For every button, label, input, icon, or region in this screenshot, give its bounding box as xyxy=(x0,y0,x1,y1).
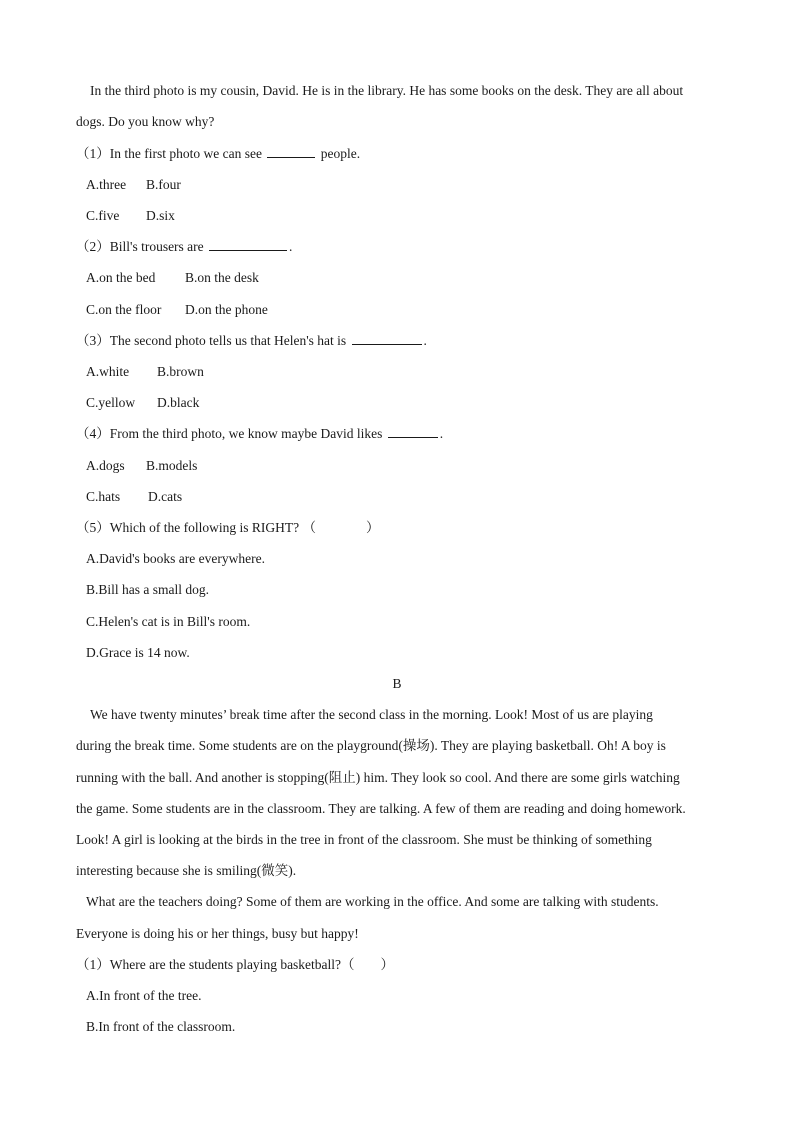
answer-blank xyxy=(209,238,287,251)
question-3-options-row xyxy=(86,394,199,412)
passage-b-line: What are the teachers doing? Some of them are working in the office. And some are talking with students. xyxy=(86,894,659,909)
question-4-options-row xyxy=(86,488,182,506)
option: D.cats xyxy=(148,489,183,504)
option: C.hats xyxy=(86,489,121,504)
passage-b-line: We have twenty minutes’ break time after the second class in the morning. Look! Most of us are playing xyxy=(90,707,653,722)
passage-b-line: interesting because she is smiling(微笑). xyxy=(76,863,297,878)
option: A.dogs xyxy=(86,458,125,473)
option: A.three xyxy=(86,177,127,192)
question-1-options-row xyxy=(86,207,175,225)
passage-b-line: the game. Some students are in the classroom. They are talking. A few of them are reading and doing homework. xyxy=(76,801,686,816)
answer-blank xyxy=(267,145,315,158)
passage-a-line: dogs. Do you know why? xyxy=(76,114,215,129)
question-2-stem: （2）Bill's trousers are . xyxy=(76,239,293,254)
answer-blank xyxy=(352,332,422,345)
answer-blank xyxy=(388,425,438,438)
option: B.four xyxy=(146,177,181,192)
option: B.on the desk xyxy=(185,270,259,285)
passage-a-line: In the third photo is my cousin, David. He is in the library. He has some books on the desk. They are all about xyxy=(90,83,684,98)
option: A.white xyxy=(86,364,130,379)
option: D.six xyxy=(146,208,175,223)
option: D.black xyxy=(157,395,200,410)
passage-b-line: Look! A girl is looking at the birds in the tree in front of the classroom. She must be thinking of something xyxy=(76,832,652,847)
passage-b-line: running with the ball. And another is stopping(阻止) him. They look so cool. And there are some girls watching xyxy=(76,770,680,785)
option: C.yellow xyxy=(86,395,136,410)
option: B.In front of the classroom. xyxy=(86,1019,236,1034)
question-5-stem: （5）Which of the following is RIGHT? （ ） xyxy=(76,520,380,535)
option: D.Grace is 14 now. xyxy=(86,645,190,660)
option: C.Helen's cat is in Bill's room. xyxy=(86,614,251,629)
option: A.David's books are everywhere. xyxy=(86,551,265,566)
question-2-options-row xyxy=(86,269,259,287)
question-3-stem: （3）The second photo tells us that Helen's hat is . xyxy=(76,333,427,348)
option: B.Bill has a small dog. xyxy=(86,582,209,597)
option: A.In front of the tree. xyxy=(86,988,202,1003)
question-3-options-row xyxy=(86,363,204,381)
option: C.on the floor xyxy=(86,302,162,317)
option: A.on the bed xyxy=(86,270,156,285)
option: B.brown xyxy=(157,364,204,379)
option: D.on the phone xyxy=(185,302,268,317)
section-heading: B xyxy=(392,676,402,691)
question-2-options-row xyxy=(86,301,268,319)
option: B.models xyxy=(146,458,198,473)
question-4-stem: （4）From the third photo, we know maybe David likes . xyxy=(76,426,444,441)
passage-b-line: during the break time. Some students are on the playground(操场). They are playing basketball. Oh! A boy is xyxy=(76,738,666,753)
passage-b-line: Everyone is doing his or her things, busy but happy! xyxy=(76,926,359,941)
question-1-options-row xyxy=(86,176,181,194)
option: C.five xyxy=(86,208,120,223)
question-4-options-row xyxy=(86,457,197,475)
question-1-stem: （1）In the first photo we can see people. xyxy=(76,146,361,161)
question-b1-stem: （1）Where are the students playing basketball?（ ） xyxy=(76,957,395,972)
